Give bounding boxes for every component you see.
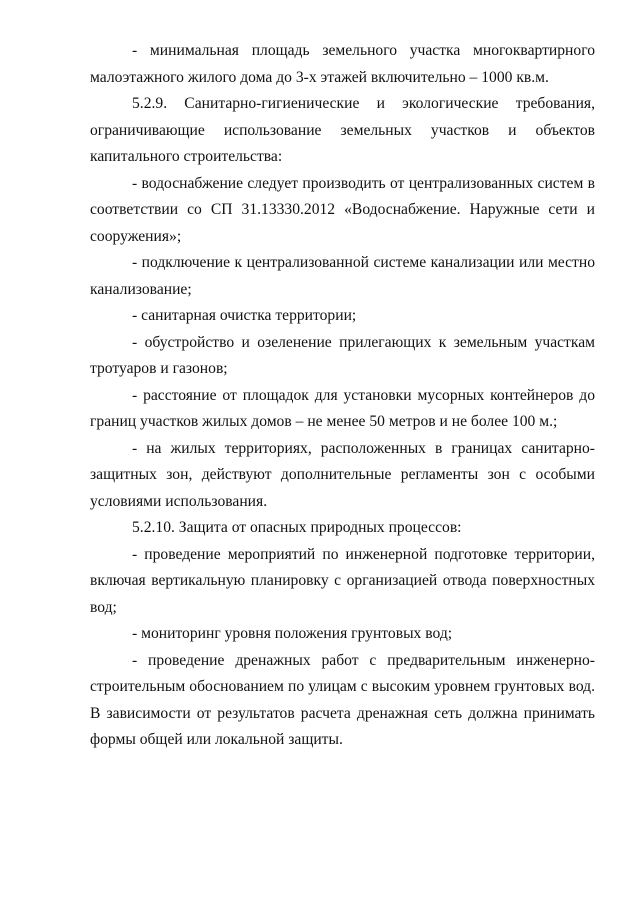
paragraph-sewerage: - подключение к централизованной системе канализации или местно канализование; — [90, 254, 595, 298]
paragraph-groundwater-monitoring: - мониторинг уровня положения грунтовых вод; — [132, 625, 453, 642]
paragraph-sanitary-cleaning: - санитарная очистка территории; — [132, 307, 357, 324]
paragraph-min-plot-area: - минимальная площадь земельного участка многоквартирного малоэтажного жилого дома до 3-х этажей включительно – 1000 кв.м. — [90, 42, 595, 86]
paragraph-engineering-preparation: - проведение мероприятий по инженерной подготовке территории, включая вертикальную планировку с организацией отвода поверхностных вод; — [90, 545, 595, 616]
paragraph-waste-container-distance: - расстояние от площадок для установки мусорных контейнеров до границ участков жилых домов – не менее 50 метров и не более 100 м.; — [90, 386, 595, 430]
paragraph-sanitary-zones: - на жилых территориях, расположенных в границах санитарно-защитных зон, действуют дополнительные регламенты зон с особыми условиями использования. — [90, 439, 595, 510]
paragraph-water-supply: - водоснабжение следует производить от централизованных систем в соответствии со СП 31.13330.2012 «Водоснабжение. Наружные сети и сооружения»; — [90, 174, 595, 245]
paragraph-drainage-works: - проведение дренажных работ с предварительным инженерно-строительным обоснованием по улицам с высоким уровнем грунтовых вод. В зависимости от результатов расчета дренажная сеть должна принимать формы общей или локальной защиты. — [90, 651, 595, 748]
paragraph-landscaping: - обустройство и озеленение прилегающих к земельным участкам тротуаров и газонов; — [90, 333, 595, 377]
document-page — [90, 38, 595, 754]
paragraph-section-5-2-10-heading: 5.2.10. Защита от опасных природных процессов: — [132, 519, 462, 536]
paragraph-section-5-2-9-heading: 5.2.9. Санитарно-гигиенические и экологические требования, ограничивающие использование земельных участков и объектов капитального строительства: — [90, 95, 595, 165]
